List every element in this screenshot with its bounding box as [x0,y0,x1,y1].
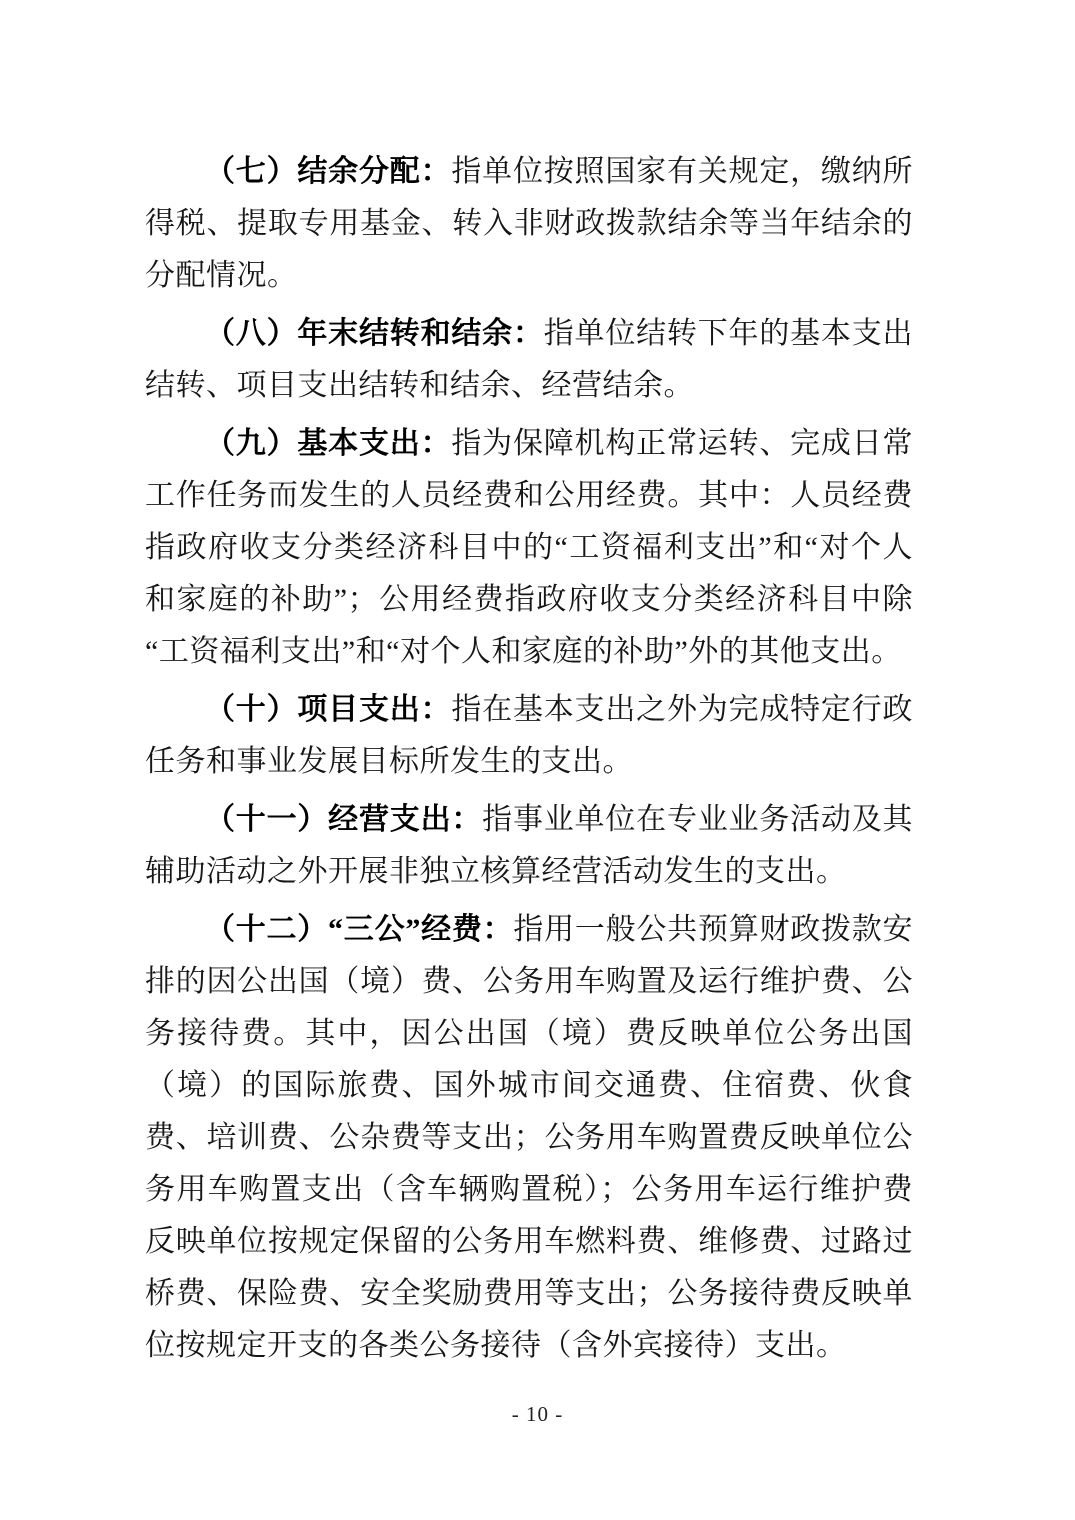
paragraph-text: 指用一般公共预算财政拨款安排的因公出国（境）费、公务用车购置及运行维护费、公务接待费。其中，因公出国（境）费反映单位公务出国（境）的国际旅费、国外城市间交通费、住宿费、伙食费、培训费、公杂费等支出；公务用车购置费反映单位公务用车购置支出（含车辆购置税）；公务用车运行维护费反映单位按规定保留的公务用车燃料费、维修费、过路过桥费、保险费、安全奖励费用等支出；公务接待费反映单位按规定开支的各类公务接待（含外宾接待）支出。 [145,913,914,1362]
paragraph-text: 指在基本支出之外为完成特定行政任务和事业发展目标所发生的支出。 [145,693,914,778]
paragraph-text: 指单位结转下年的基本支出结转、项目支出结转和结余、经营结余。 [145,317,913,402]
paragraph-heading: （十一）经营支出： [205,803,483,836]
paragraph [145,684,913,788]
paragraph-text: 指单位按照国家有关规定，缴纳所得税、提取专用基金、转入非财政拨款结余等当年结余的分配情况。 [145,155,914,292]
paragraph [145,146,913,302]
paragraph-heading: （九）基本支出： [205,427,452,460]
paragraph-heading: （十）项目支出： [205,693,452,726]
paragraph [145,308,913,412]
paragraph-text: 指为保障机构正常运转、完成日常工作任务而发生的人员经费和公用经费。其中：人员经费指政府收支分类经济科目中的“工资福利支出”和“对个人和家庭的补助”；公用经费指政府收支分类经济科目中除“工资福利支出”和“对个人和家庭的补助”外的其他支出。 [145,427,914,668]
paragraph [145,794,913,898]
page-number: - 10 - [511,1402,564,1426]
paragraph-heading: （十二）“三公”经费： [205,913,514,946]
paragraph-heading: （八）年末结转和结余： [205,317,544,350]
paragraph [145,418,913,678]
paragraph [145,904,913,1372]
paragraph-text: 指事业单位在专业业务活动及其辅助活动之外开展非独立核算经营活动发生的支出。 [145,803,914,888]
paragraph-heading: （七）结余分配： [205,155,452,188]
document-body [145,146,913,1378]
